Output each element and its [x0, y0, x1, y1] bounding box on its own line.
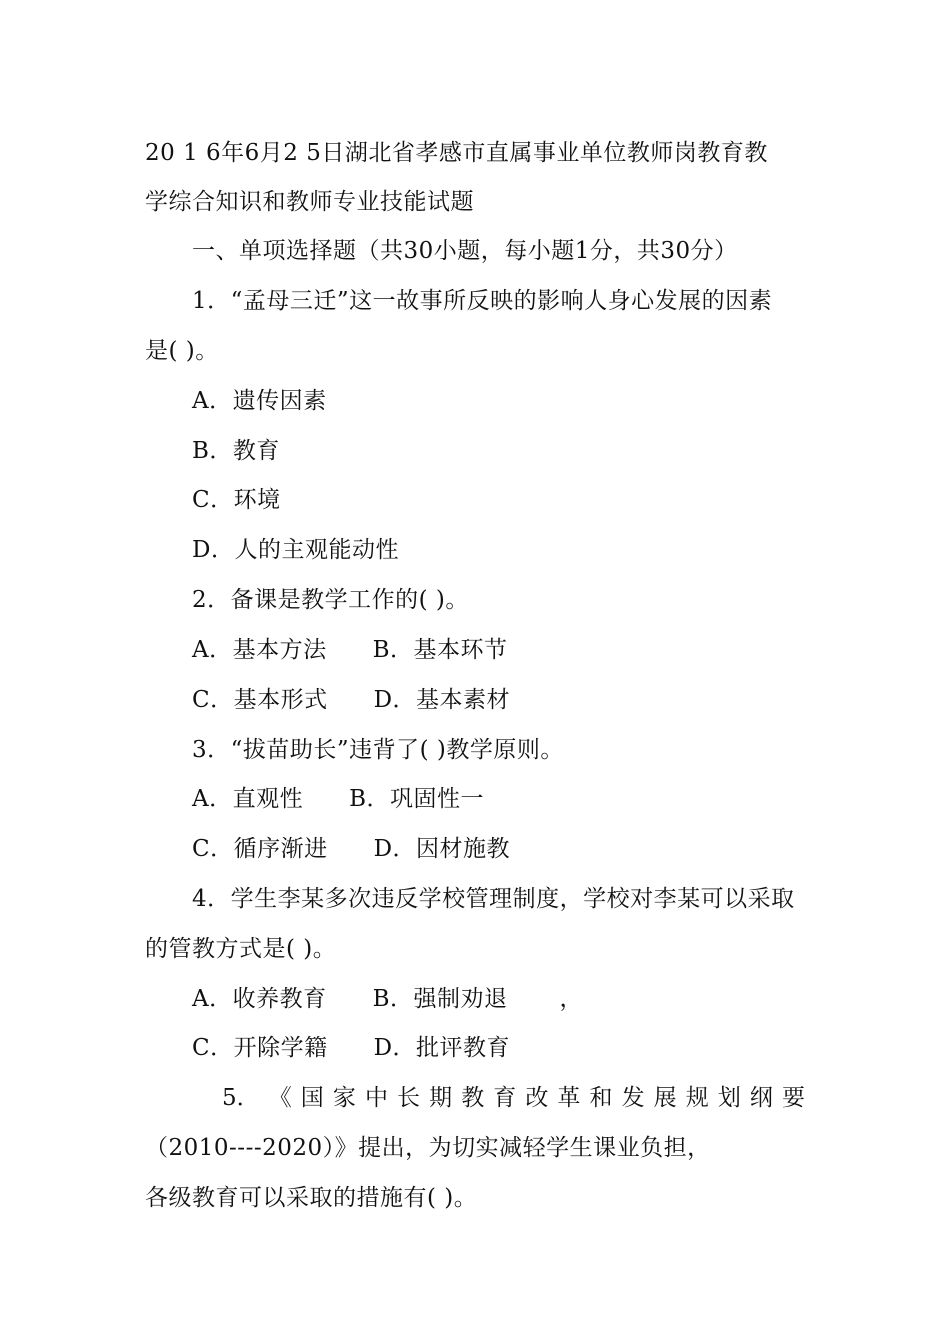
question-4-option-b: B．强制劝退	[372, 986, 508, 1012]
stray-comma: ，	[559, 986, 584, 1012]
q5-char: 改	[525, 1085, 549, 1111]
q5-char: 5．	[222, 1085, 260, 1111]
q5-char: 发	[621, 1085, 645, 1111]
question-3-options-cd	[192, 834, 510, 864]
q5-char: 《	[268, 1085, 292, 1111]
q5-char: 革	[557, 1085, 581, 1111]
question-2-options-cd	[192, 685, 510, 715]
q5-char: 期	[429, 1085, 453, 1111]
q5-char: 纲	[749, 1085, 773, 1111]
question-4-option-c: C．开除学籍	[192, 1035, 328, 1061]
question-5-stem-cont: （2010----2020）》提出，为切实减轻学生课业负担，	[145, 1135, 711, 1161]
title-line-1: 20 1 6年6月2 5日湖北省孝感市直属事业单位教师岗教育教	[145, 140, 768, 166]
question-5-stem-cont-2: 各级教育可以采取的措施有( )。	[145, 1185, 478, 1211]
question-2-option-c: C．基本形式	[192, 687, 328, 713]
question-2-option-b: B．基本环节	[372, 637, 508, 663]
question-3-stem: 3．“拔苗助长”违背了( )教学原则。	[192, 737, 564, 763]
q5-char: 家	[332, 1085, 356, 1111]
question-1-option-a: A．遗传因素	[192, 388, 327, 414]
question-1-stem-cont: 是( )。	[145, 338, 219, 364]
q5-char: 长	[397, 1085, 421, 1111]
question-3-options-ab	[192, 784, 484, 814]
question-1-stem: 1．“孟母三迁”这一故事所反映的影响人身心发展的因素	[192, 288, 773, 314]
question-4-stem: 4．学生李某多次违反学校管理制度，学校对李某可以采取	[192, 886, 795, 912]
question-5-stem	[222, 1083, 805, 1113]
q5-char: 中	[364, 1085, 388, 1111]
q5-char: 划	[717, 1085, 741, 1111]
q5-char: 展	[653, 1085, 677, 1111]
question-1-option-c: C．环境	[192, 487, 281, 513]
question-2-option-d: D．基本素材	[373, 687, 511, 713]
q5-char: 和	[589, 1085, 613, 1111]
q5-char: 育	[493, 1085, 517, 1111]
q5-char: 要	[781, 1085, 805, 1111]
q5-char: 教	[461, 1085, 485, 1111]
question-4-options-cd	[192, 1033, 510, 1063]
q5-char: 规	[685, 1085, 709, 1111]
question-3-option-d: D．因材施教	[373, 836, 511, 862]
question-4-options-ab	[192, 984, 583, 1014]
question-3-option-c: C．循序渐进	[192, 836, 328, 862]
q5-char: 国	[300, 1085, 324, 1111]
question-2-options-ab	[192, 635, 508, 665]
question-4-option-a: A．收养教育	[192, 986, 327, 1012]
question-1-option-d: D．人的主观能动性	[192, 537, 399, 563]
question-3-option-a: A．直观性	[192, 786, 304, 812]
question-4-stem-cont: 的管教方式是( )。	[145, 936, 337, 962]
question-3-option-b: B．巩固性一	[349, 786, 485, 812]
question-2-option-a: A．基本方法	[192, 637, 327, 663]
question-2-stem: 2．备课是教学工作的( )。	[192, 587, 469, 613]
section-heading: 一、单项选择题（共30小题，每小题1分，共30分）	[192, 238, 738, 264]
question-4-option-d: D．批评教育	[373, 1035, 511, 1061]
question-1-option-b: B．教育	[192, 438, 280, 464]
title-line-2: 学综合知识和教师专业技能试题	[145, 189, 474, 215]
